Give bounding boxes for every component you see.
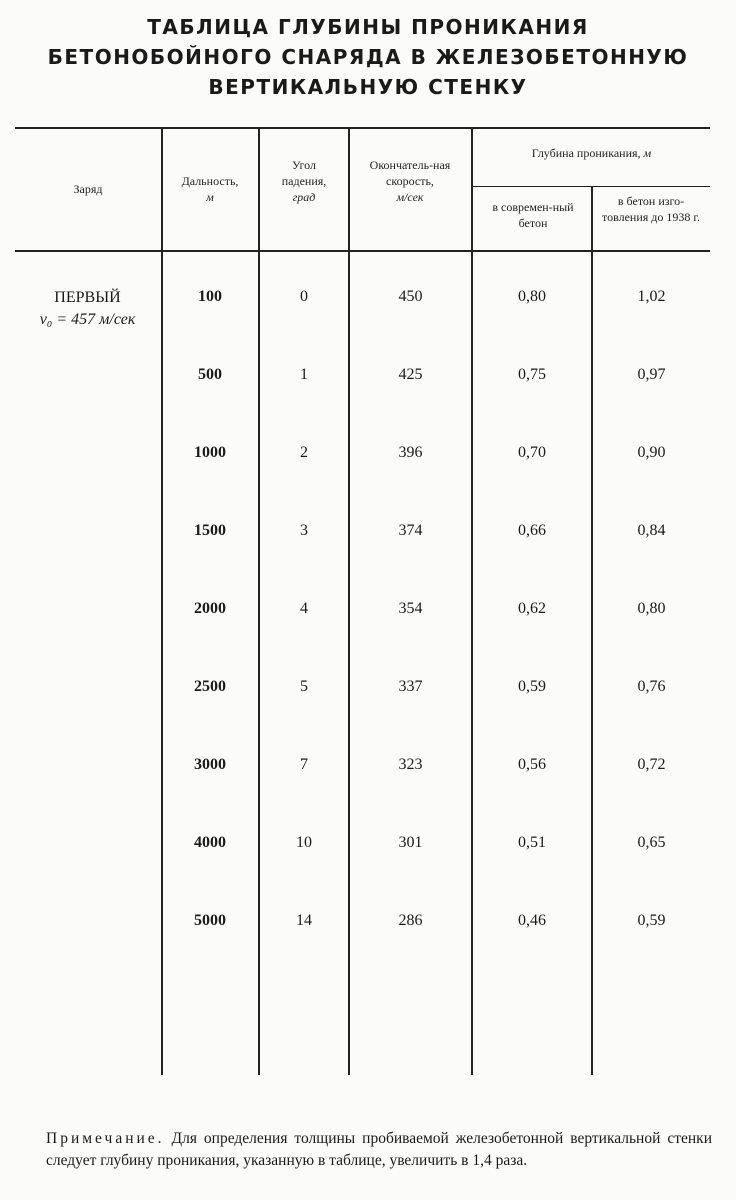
table-top-rule (15, 127, 710, 129)
cell-angle: 7 (300, 756, 308, 773)
cell-old: 0,84 (637, 522, 666, 539)
cell-speed: 425 (398, 366, 423, 383)
cell-speed: 396 (398, 444, 423, 461)
cell-modern: 0,75 (518, 366, 546, 383)
cell-range: 100 (198, 288, 222, 305)
header-depth-old: в бетон изго-товления до 1938 г. (602, 194, 700, 224)
header-depth: Глубина проникания, м (531, 146, 652, 160)
cell-speed: 354 (398, 600, 423, 617)
cell-old: 0,97 (637, 366, 666, 383)
page-title (0, 12, 736, 102)
cell-speed: 337 (398, 678, 423, 695)
cell-range: 1500 (194, 522, 226, 539)
footnote-label: Примечание. (46, 1130, 165, 1147)
cell-modern: 0,51 (518, 834, 546, 851)
cell-speed: 450 (398, 288, 423, 305)
cell-range: 500 (198, 366, 222, 383)
header-angle: Угол падения, град (281, 158, 327, 204)
cell-modern: 0,80 (518, 288, 546, 305)
cell-modern: 0,56 (518, 756, 546, 773)
footnote-text: Для определения толщины пробиваемой железобетонной вертикальной стенки следует глубину проникания, указанную в таблице, увеличить в 1,4 раза. (46, 1130, 712, 1169)
header-bottom-rule (15, 250, 710, 252)
cell-modern: 0,66 (518, 522, 546, 539)
cell-speed: 301 (398, 834, 423, 851)
cell-angle: 1 (300, 366, 308, 383)
header-depth-modern: в современ-ный бетон (492, 200, 574, 230)
title-line-2: БЕТОНОБОЙНОГО СНАРЯДА В ЖЕЛЕЗОБЕТОННУЮ (47, 45, 689, 69)
cell-angle: 5 (300, 678, 308, 695)
cell-modern: 0,59 (518, 678, 546, 695)
cell-range: 2500 (194, 678, 226, 695)
cell-range: 5000 (194, 912, 226, 929)
header-range: Дальность, м (181, 174, 239, 204)
title-line-1: ТАБЛИЦА ГЛУБИНЫ ПРОНИКАНИЯ (147, 15, 589, 39)
col-divider-5 (591, 187, 593, 1075)
penetration-table (15, 127, 710, 1077)
cell-old: 0,72 (637, 756, 666, 773)
header-charge: Заряд (73, 182, 103, 196)
footnote (46, 1128, 712, 1172)
cell-old: 0,90 (637, 444, 666, 461)
cell-angle: 4 (300, 600, 308, 617)
cell-speed: 286 (398, 912, 423, 929)
cell-old: 0,80 (637, 600, 666, 617)
cell-old: 1,02 (637, 288, 666, 305)
title-line-3: ВЕРТИКАЛЬНУЮ СТЕНКУ (208, 75, 528, 99)
cell-old: 0,59 (637, 912, 666, 929)
cell-range: 2000 (194, 600, 226, 617)
cell-modern: 0,62 (518, 600, 546, 617)
cell-speed: 323 (398, 756, 423, 773)
cell-angle: 10 (296, 834, 312, 851)
cell-modern: 0,46 (518, 912, 546, 929)
cell-old: 0,65 (637, 834, 666, 851)
cell-modern: 0,70 (518, 444, 546, 461)
cell-angle: 2 (300, 444, 308, 461)
charge-name: ПЕРВЫЙ (54, 289, 121, 306)
cell-speed: 374 (398, 522, 423, 539)
cell-range: 1000 (194, 444, 226, 461)
cell-range: 3000 (194, 756, 226, 773)
cell-angle: 3 (300, 522, 308, 539)
header-speed: Окончатель-ная скорость, м/сек (369, 158, 451, 204)
charge-velocity: v₀ = 457 м/сек (39, 311, 136, 328)
cell-old: 0,76 (637, 678, 666, 695)
cell-range: 4000 (194, 834, 226, 851)
charge-cell (15, 287, 160, 331)
cell-angle: 0 (300, 288, 308, 305)
cell-angle: 14 (296, 912, 312, 929)
